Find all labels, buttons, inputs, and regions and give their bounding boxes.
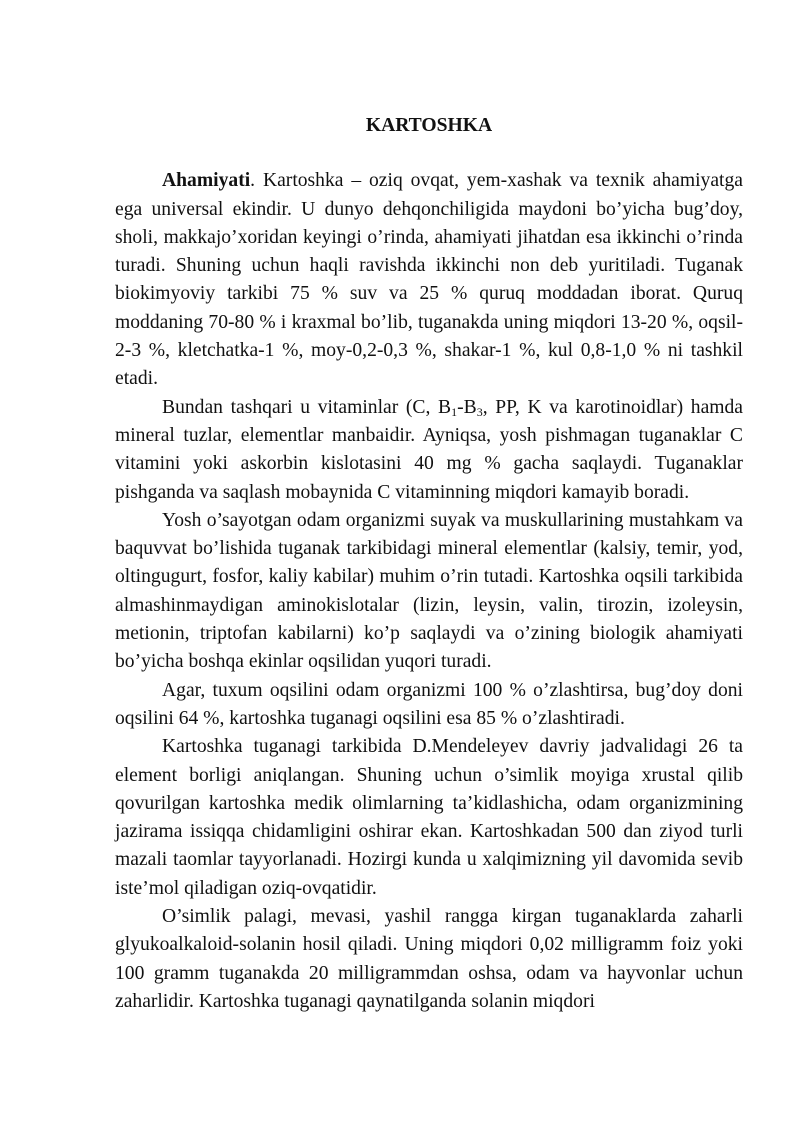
paragraph-vitamins-part1: Bundan tashqari u vitaminlar (C, B bbox=[162, 396, 452, 418]
paragraph-vitamins-part3: , PP, K va karotinoidlar) hamda mineral tuzlar, elementlar manbaidir. Ayniqsa, yosh pishmagan tuganaklar C vitamini yoki askorbin kislotasini 40 mg % gacha saqlaydi. Tuganaklar pishganda va saqlash mobaynida C vitaminning miqdori kamayib boradi. bbox=[115, 396, 743, 503]
document-page bbox=[115, 112, 743, 1016]
paragraph-protein: Agar, tuxum oqsilini odam organizmi 100 % o’zlashtirsa, bug’doy doni oqsilini 64 %, kartoshka tuganagi oqsilini esa 85 % o’zlashtiradi. bbox=[115, 679, 743, 729]
paragraph-importance bbox=[115, 167, 743, 393]
paragraph-vitamins-part2: -B bbox=[457, 396, 477, 418]
paragraph-vitamins bbox=[115, 394, 743, 507]
paragraph-importance-text: . Kartoshka – oziq ovqat, yem-xashak va texnik ahamiyatga ega universal ekindir. U dunyo dehqonchiligida maydoni bo’yicha bug’doy, sholi, makkajo’xoridan keyingi o’rinda, ahamiyati jihatdan esa ikkinchi o’rinda turadi. Shuning uchun haqli ravishda ikkinchi non deb yuritiladi. Tuganak biokimyoviy tarkibi 75 % suv va 25 % quruq moddadan iborat. Quruq moddaning 70-80 % i kraxmal bo’lib, tuganakda uning miqdori 13-20 %, oqsil-2-3 %, kletchatka-1 %, moy-0,2-0,3 %, shakar-1 %, kul 0,8-1,0 % ni tashkil etadi. bbox=[115, 170, 743, 390]
paragraph-lead-heading: Ahamiyati bbox=[162, 170, 251, 192]
subscript-1: 1 bbox=[451, 404, 458, 419]
paragraph-minerals: Yosh o’sayotgan odam organizmi suyak va muskullarining mustahkam va baquvvat bo’lishida tuganak tarkibidagi mineral elementlar (kalsiy, temir, yod, oltingugurt, fosfor, kaliy kabilar) muhim o’rin tutadi. Kartoshka oqsili tarkibida almashinmaydigan aminokislotalar (lizin, leysin, valin, tirozin, izoleysin, metionin, triptofan kabilarni) ko’p saqlaydi va o’zining biologik ahamiyati bo’yicha boshqa ekinlar oqsilidan yuqori turadi. bbox=[115, 509, 743, 673]
paragraph-elements: Kartoshka tuganagi tarkibida D.Mendeleyev davriy jadvalidagi 26 ta element borligi aniqlangan. Shuning uchun o’simlik moyiga xrustal qilib qovurilgan kartoshka medik olimlarning ta’kidlashicha, odam organizmining jazirama issiqqa chidamligini oshirar ekan. Kartoshkadan 500 dan ziyod turli mazali taomlar tayyorlanadi. Hozirgi kunda u xalqimizning yil davomida sevib iste’mol qiladigan oziq-ovqatidir. bbox=[115, 736, 743, 899]
document-title: KARTOSHKA bbox=[365, 115, 493, 136]
paragraph-solanine: O’simlik palagi, mevasi, yashil rangga kirgan tuganaklarda zaharli glyukoalkaloid-solanin hosil qiladi. Uning miqdori 0,02 milligramm foiz yoki 100 gramm tuganakda 20 milligrammdan oshsa, odam va hayvonlar uchun zaharlidir. Kartoshka tuganagi qaynatilganda solanin miqdori bbox=[115, 906, 743, 1012]
subscript-3: 3 bbox=[476, 404, 483, 419]
